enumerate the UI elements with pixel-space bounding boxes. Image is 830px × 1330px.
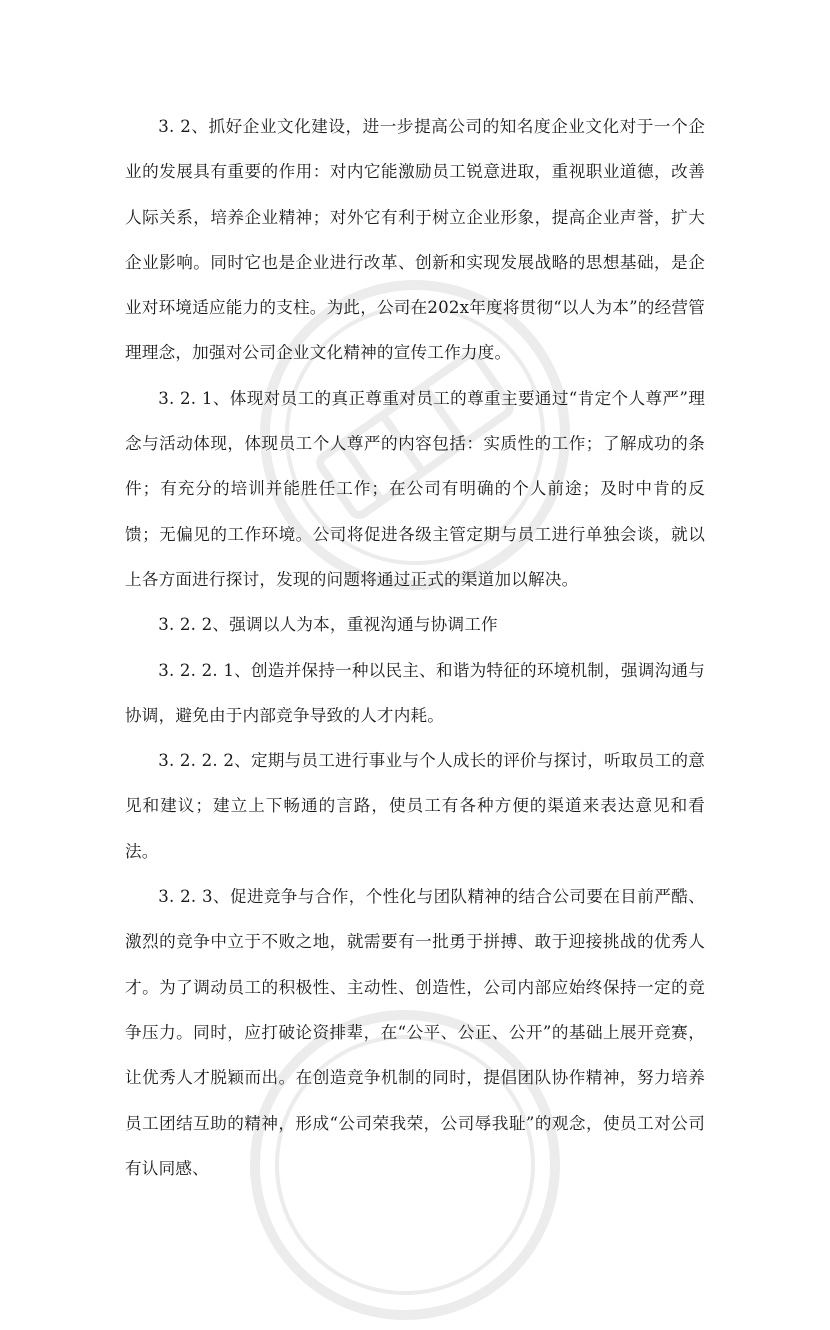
paragraph-3-2-2-1: 3. 2. 2. 1、创造并保持一种以民主、和谐为特征的环境机制，强调沟通与协调，避免由于内部竞争导致的人才内耗。 [125,660,705,725]
paragraph-3-2-1: 3. 2. 1、体现对员工的真正尊重对员工的尊重主要通过“肯定个人尊严”理念与活动体现，体现员工个人尊严的内容包括：实质性的工作；了解成功的条件；有充分的培训并能胜任工作；在公司有明确的个人前途；及时中肯的反馈；无偏见的工作环境。公司将促进各级主管定期与员工进行单独会谈，就以上各方面进行探讨，发现的问题将通过正式的渠道加以解决。 [125,388,705,589]
paragraph-3-2-2: 3. 2. 2、强调以人为本，重视沟通与协调工作 [158,615,498,635]
document-body [125,104,705,1191]
paragraph-3-2-2-2: 3. 2. 2. 2、定期与员工进行事业与个人成长的评价与探讨，听取员工的意见和建议；建立上下畅通的言路，使员工有各种方便的渠道来表达意见和看法。 [125,751,705,861]
paragraph-3-2-3: 3. 2. 3、促进竞争与合作，个性化与团队精神的结合公司要在目前严酷、激烈的竞争中立于不败之地，就需要有一批勇于拼搏、敢于迎接挑战的优秀人才。为了调动员工的积极性、主动性、创造性，公司内部应始终保持一定的竞争压力。同时，应打破论资排辈，在“公平、公正、公开”的基础上展开竞赛，让优秀人才脱颖而出。在创造竞争机制的同时，提倡团队协作精神，努力培养员工团结互助的精神，形成“公司荣我荣，公司辱我耻”的观念，使员工对公司有认同感、 [125,887,705,1178]
paragraph-3-2: 3. 2、抓好企业文化建设，进一步提高公司的知名度企业文化对于一个企业的发展具有重要的作用：对内它能激励员工锐意进取，重视职业道德，改善人际关系，培养企业精神；对外它有利于树立企业形象，提高企业声誉，扩大企业影响。同时它也是企业进行改革、创新和实现发展战略的思想基础，是企业对环境适应能力的支柱。为此，公司在202x年度将贯彻“以人为本”的经营管理理念，加强对公司企业文化精神的宣传工作力度。 [125,117,705,363]
